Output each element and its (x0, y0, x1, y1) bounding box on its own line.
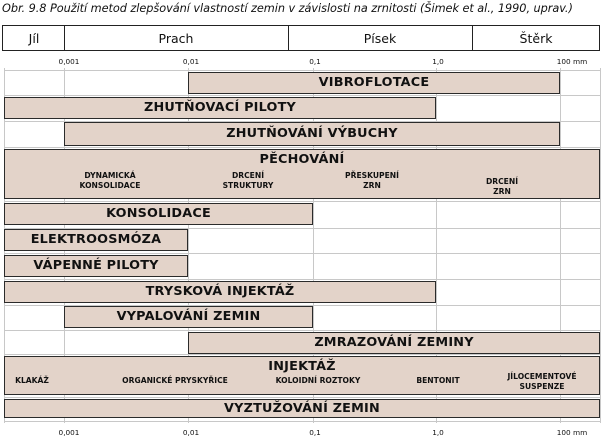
method-sub-label: KLAKÁŽ (15, 376, 49, 385)
method-bar-label: ZHUTŇOVÁNÍ VÝBUCHY (226, 126, 398, 141)
method-sub-label: KOLOIDNÍ ROZTOKY (275, 376, 361, 385)
method-bar-label: KONSOLIDACE (106, 206, 211, 221)
top-tick-label: 0,01 (182, 57, 200, 66)
top-tick-label: 0,1 (309, 57, 321, 66)
bottom-tick-label: 1,0 (432, 428, 444, 437)
top-tick-label: 100 mm (556, 57, 588, 66)
figure-caption: Obr. 9.8 Použití metod zlepšování vlastností zemin v závislosti na zrnitosti (Šimek et al., 1990, uprav.) (2, 2, 573, 15)
grid-horizontal-line (4, 279, 600, 280)
grid-horizontal-line (4, 70, 600, 71)
grid-horizontal-line (4, 397, 600, 398)
method-bar-label: VIBROFLOTACE (318, 75, 430, 90)
method-bar-label: ELEKTROOSMÓZA (30, 232, 162, 247)
method-bar-label: INJEKTÁŽ (268, 359, 336, 374)
method-sub-label: ORGANICKÉ PRYSKYŘICE (122, 376, 228, 385)
soil-class-1: Jíl (28, 30, 40, 46)
method-bar-label: VYPALOVÁNÍ ZEMIN (116, 309, 261, 324)
grid-horizontal-line (4, 421, 600, 422)
method-bar-label: VÁPENNÉ PILOTY (33, 258, 159, 273)
grid-horizontal-line (4, 330, 600, 331)
grid-vertical-line (600, 68, 601, 423)
soil-class-divider (288, 25, 289, 51)
method-sub-label: BENTONIT (416, 376, 460, 385)
bottom-tick-label: 100 mm (556, 428, 588, 437)
method-bar-label: VYZTUŽOVÁNÍ ZEMIN (224, 400, 380, 416)
bottom-tick-label: 0,1 (309, 428, 321, 437)
bottom-tick-label: 0,001 (58, 428, 80, 437)
soil-class-3: Písek (363, 30, 397, 46)
top-tick-label: 0,001 (58, 57, 80, 66)
method-bar-label: TRYSKOVÁ INJEKTÁŽ (145, 284, 295, 299)
method-sub-label: JÍLOCEMENTOVÉ SUSPENZE (507, 372, 577, 391)
grid-horizontal-line (4, 253, 600, 254)
soil-class-4: Štěrk (519, 30, 553, 46)
grid-horizontal-line (4, 201, 600, 202)
soil-class-2: Prach (158, 30, 194, 46)
grid-horizontal-line (4, 95, 600, 96)
grid-horizontal-line (4, 354, 600, 355)
method-sub-label: DYNAMICKÁ KONSOLIDACE (79, 171, 141, 190)
method-sub-label: DRCENÍ STRUKTURY (222, 171, 274, 190)
method-sub-label: PŘESKUPENÍ ZRN (345, 171, 399, 190)
top-tick-label: 1,0 (432, 57, 444, 66)
method-bar-label: ZHUTŇOVACÍ PILOTY (143, 100, 297, 115)
method-sub-label: DRCENÍ ZRN (485, 177, 519, 196)
bottom-tick-label: 0,01 (182, 428, 200, 437)
method-bar-label: PĚCHOVÁNÍ (259, 152, 345, 167)
method-bar-label: ZMRAZOVÁNÍ ZEMINY (314, 335, 474, 350)
soil-class-divider (64, 25, 65, 51)
soil-class-divider (472, 25, 473, 51)
grid-horizontal-line (4, 147, 600, 148)
